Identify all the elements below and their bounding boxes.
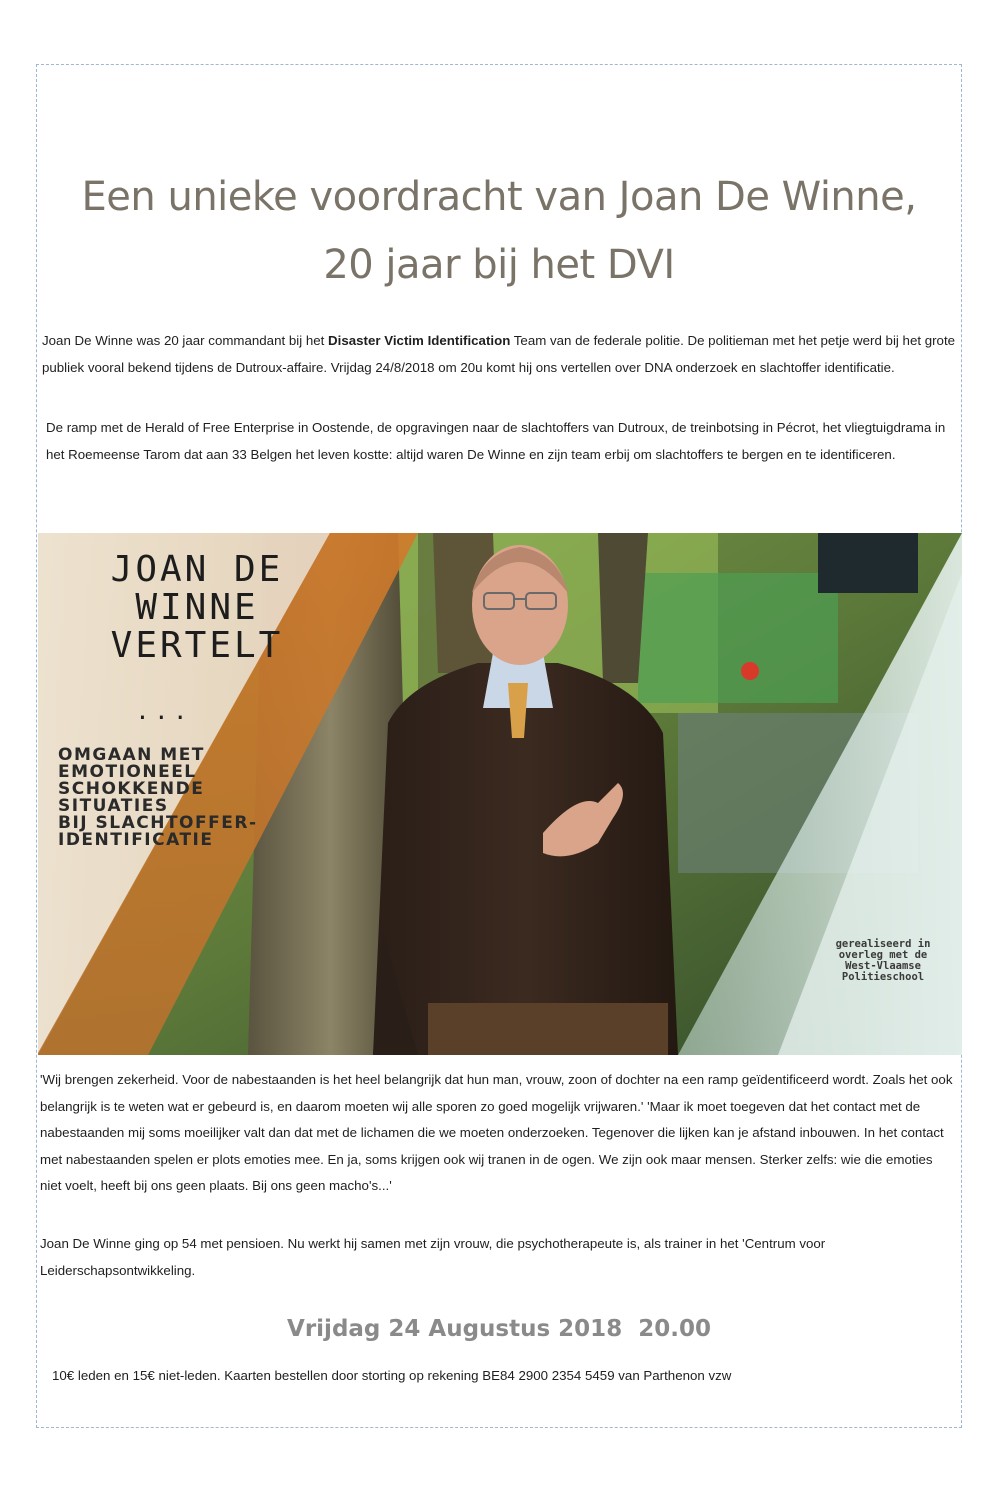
poster-title-line-3: VERTELT bbox=[110, 625, 284, 666]
poster-subtitle-line-3: SCHOKKENDE bbox=[58, 779, 205, 799]
poster-subtitle-line-1: OMGAAN MET bbox=[58, 745, 205, 765]
poster-subtitle-line-5: BIJ SLACHTOFFER- bbox=[58, 813, 258, 833]
poster-credit-line-3: West-Vlaamse bbox=[845, 960, 921, 972]
intro-text-a: Joan De Winne was 20 jaar commandant bij het bbox=[42, 333, 329, 348]
poster-credit-line-2: overleg met de bbox=[838, 949, 928, 961]
poster-subtitle-line-2: EMOTIONEEL bbox=[58, 762, 197, 782]
pension-paragraph: Joan De Winne ging op 54 met pensioen. Nu werkt hij samen met zijn vrouw, die psychotherapeute is, als trainer in het 'Centrum voor Leiderschapsontwikkeling. bbox=[40, 1236, 826, 1278]
event-date: Vrijdag 24 Augustus 2018 20.00 bbox=[287, 1316, 711, 1342]
intro-text-b: Team van de federale politie. De politieman met het petje werd bij het grote publiek vooral bekend tijdens de Dutroux-affaire. Vrijdag 24/8/2018 om 20u komt hij ons vertellen over DNA onderzoek en slachtoffer identificatie. bbox=[42, 333, 956, 375]
poster-credit-line-1: gerealiseerd in bbox=[835, 938, 931, 950]
poster-title-line-2: WINNE bbox=[135, 587, 259, 628]
poster-title-line-1: JOAN DE bbox=[110, 549, 284, 590]
page-title bbox=[36, 163, 962, 299]
poster-subtitle-line-4: SITUATIES bbox=[58, 796, 169, 816]
poster-image bbox=[38, 533, 962, 1055]
intro-paragraph-2: De ramp met de Herald of Free Enterprise in Oostende, de opgravingen naar de slachtoffers van Dutroux, de treinbotsing in Pécrot, het vliegtuigdrama in het Roemeense Tarom dat aan 33 Belgen het leven kostte: altijd waren De Winne en zijn team erbij om slachtoffers te bergen en te identificeren. bbox=[46, 420, 946, 462]
intro-bold-dvi: Disaster Victim Identification bbox=[328, 333, 511, 348]
poster-subtitle bbox=[58, 747, 258, 849]
poster-credit bbox=[808, 939, 958, 983]
quote-paragraph: 'Wij brengen zekerheid. Voor de nabestaanden is het heel belangrijk dat hun man, vrouw, zoon of dochter na een ramp geïdentificeerd wordt. Zoals het ook belangrijk is te weten wat er gebeurd is, en daarom moeten wij alle sporen zo goed mogelijk vrijwaren.' 'Maar ik moet toegeven dat het contact met de nabestaanden mij soms moeilijker valt dan dat met de lichamen die we moeten onderzoeken. Tegenover die lijken kan je afstand inbouwen. In het contact met nabestaanden spelen er plots emoties mee. En ja, soms krijgen ook wij tranen in de ogen. We zijn ook maar mensen. Sterker zelfs: wie die emoties niet voelt, heeft bij ons geen plaats. Bij ons geen macho's...' bbox=[40, 1072, 953, 1193]
poster-dots: ... bbox=[138, 693, 195, 726]
poster-credit-line-4: Politieschool bbox=[841, 971, 925, 983]
poster-title bbox=[72, 551, 322, 665]
title-line-2: 20 jaar bij het DVI bbox=[323, 241, 675, 288]
intro-paragraph-1 bbox=[42, 328, 956, 381]
poster-subtitle-line-6: IDENTIFICATIE bbox=[58, 830, 214, 850]
title-line-1: Een unieke voordracht van Joan De Winne, bbox=[81, 173, 917, 220]
ticket-info: 10€ leden en 15€ niet-leden. Kaarten bestellen door storting op rekening BE84 2900 2354 5459 van Parthenon vzw bbox=[52, 1368, 732, 1383]
